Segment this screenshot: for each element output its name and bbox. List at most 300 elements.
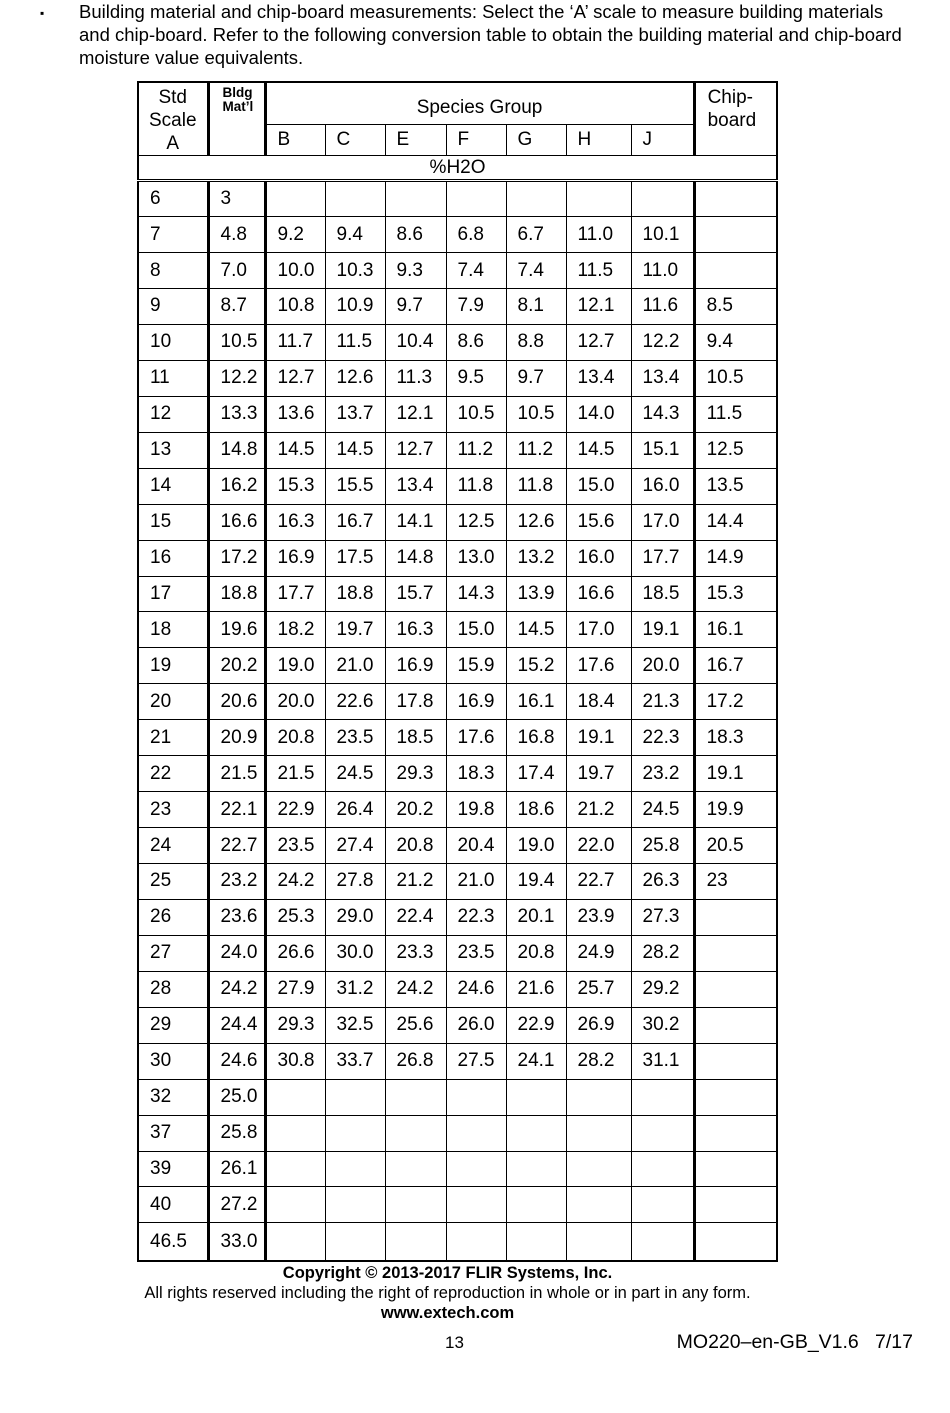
species-value-cell: 8.6	[446, 324, 506, 360]
std-scale-cell: 22	[138, 756, 208, 792]
species-value-cell: 27.8	[325, 864, 385, 900]
species-value-cell: 20.8	[265, 720, 325, 756]
species-value-cell: 27.4	[325, 828, 385, 864]
species-value-cell	[325, 1151, 385, 1187]
species-value-cell: 17.6	[446, 720, 506, 756]
bullet-icon: ▪	[40, 6, 45, 20]
species-value-cell: 16.7	[325, 504, 385, 540]
species-value-cell: 22.3	[446, 899, 506, 935]
bldg-material-header-line2: Mat’l	[222, 99, 254, 114]
species-value-cell: 24.1	[506, 1043, 566, 1079]
species-value-cell: 26.3	[631, 864, 694, 900]
species-value-cell: 18.8	[325, 576, 385, 612]
species-value-cell: 21.2	[385, 864, 446, 900]
chipboard-cell	[694, 181, 777, 217]
bldg-material-cell: 27.2	[208, 1187, 265, 1223]
std-scale-cell: 32	[138, 1079, 208, 1115]
species-value-cell: 14.5	[265, 432, 325, 468]
species-value-cell: 19.1	[566, 720, 631, 756]
species-value-cell: 21.2	[566, 792, 631, 828]
std-scale-cell: 27	[138, 935, 208, 971]
bldg-material-cell: 24.0	[208, 935, 265, 971]
species-value-cell: 21.6	[506, 971, 566, 1007]
bldg-material-cell: 26.1	[208, 1151, 265, 1187]
species-value-cell: 18.5	[385, 720, 446, 756]
species-value-cell: 12.5	[446, 504, 506, 540]
table-row	[138, 181, 777, 217]
species-value-cell	[631, 1151, 694, 1187]
species-value-cell: 9.2	[265, 217, 325, 253]
species-value-cell: 9.5	[446, 360, 506, 396]
bldg-material-cell: 24.2	[208, 971, 265, 1007]
species-value-cell: 8.1	[506, 289, 566, 325]
species-value-cell: 11.3	[385, 360, 446, 396]
table-row	[138, 396, 777, 432]
species-value-cell	[446, 1079, 506, 1115]
species-value-cell: 13.2	[506, 540, 566, 576]
species-value-cell	[506, 1079, 566, 1115]
table-row	[138, 1043, 777, 1079]
species-value-cell: 17.5	[325, 540, 385, 576]
table-row	[138, 1223, 777, 1261]
std-scale-cell: 26	[138, 899, 208, 935]
unit-row	[138, 156, 777, 181]
species-value-cell: 19.4	[506, 864, 566, 900]
std-scale-cell: 11	[138, 360, 208, 396]
species-value-cell: 14.3	[446, 576, 506, 612]
species-value-cell	[446, 181, 506, 217]
species-value-cell: 10.1	[631, 217, 694, 253]
species-value-cell: 8.6	[385, 217, 446, 253]
species-value-cell: 23.9	[566, 899, 631, 935]
species-value-cell	[506, 1151, 566, 1187]
bldg-material-cell: 24.6	[208, 1043, 265, 1079]
species-value-cell: 26.0	[446, 1007, 506, 1043]
table-row	[138, 360, 777, 396]
species-value-cell: 30.2	[631, 1007, 694, 1043]
species-value-cell	[566, 1079, 631, 1115]
chipboard-header	[694, 82, 777, 156]
bldg-material-header	[208, 82, 265, 156]
species-value-cell: 22.9	[506, 1007, 566, 1043]
species-value-cell: 25.6	[385, 1007, 446, 1043]
chipboard-cell	[694, 935, 777, 971]
species-value-cell: 21.3	[631, 684, 694, 720]
species-value-cell: 12.7	[385, 432, 446, 468]
chipboard-cell: 12.5	[694, 432, 777, 468]
species-value-cell: 28.2	[566, 1043, 631, 1079]
species-value-cell: 11.2	[506, 432, 566, 468]
species-value-cell: 13.4	[631, 360, 694, 396]
species-value-cell	[385, 1223, 446, 1261]
std-scale-header-line3: A	[166, 133, 180, 154]
table-row	[138, 612, 777, 648]
species-value-cell: 9.3	[385, 253, 446, 289]
std-scale-cell: 24	[138, 828, 208, 864]
table-row	[138, 828, 777, 864]
species-value-cell	[385, 1115, 446, 1151]
std-scale-cell: 25	[138, 864, 208, 900]
table-row	[138, 1079, 777, 1115]
chipboard-header-line1: Chip-	[707, 87, 753, 108]
table-row	[138, 648, 777, 684]
species-value-cell: 16.9	[446, 684, 506, 720]
chipboard-cell: 16.7	[694, 648, 777, 684]
species-value-cell: 12.2	[631, 324, 694, 360]
std-scale-cell: 40	[138, 1187, 208, 1223]
species-value-cell: 20.0	[631, 648, 694, 684]
species-value-cell: 14.0	[566, 396, 631, 432]
species-value-cell	[566, 1115, 631, 1151]
species-value-cell	[631, 1115, 694, 1151]
species-value-cell	[566, 181, 631, 217]
species-value-cell: 19.8	[446, 792, 506, 828]
chipboard-cell	[694, 1151, 777, 1187]
bldg-material-cell: 8.7	[208, 289, 265, 325]
species-value-cell: 13.0	[446, 540, 506, 576]
species-value-cell	[506, 1187, 566, 1223]
species-value-cell: 17.6	[566, 648, 631, 684]
species-value-cell	[631, 1079, 694, 1115]
species-value-cell: 15.7	[385, 576, 446, 612]
bldg-material-cell: 13.3	[208, 396, 265, 432]
bldg-material-cell: 3	[208, 181, 265, 217]
species-value-cell: 10.5	[446, 396, 506, 432]
std-scale-cell: 21	[138, 720, 208, 756]
species-value-cell: 15.1	[631, 432, 694, 468]
species-value-cell: 23.5	[265, 828, 325, 864]
species-value-cell: 26.9	[566, 1007, 631, 1043]
table-row	[138, 1007, 777, 1043]
species-value-cell	[325, 1079, 385, 1115]
bldg-material-header-line1: Bldg	[222, 85, 253, 100]
species-value-cell: 11.8	[506, 468, 566, 504]
species-value-cell: 14.5	[506, 612, 566, 648]
species-value-cell: 19.0	[506, 828, 566, 864]
table-row	[138, 971, 777, 1007]
species-value-cell: 12.6	[506, 504, 566, 540]
species-value-cell	[385, 1187, 446, 1223]
species-value-cell: 11.5	[325, 324, 385, 360]
species-value-cell: 14.3	[631, 396, 694, 432]
bldg-material-cell: 17.2	[208, 540, 265, 576]
species-value-cell	[566, 1151, 631, 1187]
species-value-cell: 13.9	[506, 576, 566, 612]
species-value-cell	[265, 181, 325, 217]
chipboard-cell: 19.1	[694, 756, 777, 792]
species-value-cell: 6.7	[506, 217, 566, 253]
species-value-cell: 15.0	[566, 468, 631, 504]
table-row	[138, 720, 777, 756]
species-value-cell: 11.8	[446, 468, 506, 504]
species-value-cell: 10.3	[325, 253, 385, 289]
species-value-cell: 24.2	[265, 864, 325, 900]
table-row	[138, 504, 777, 540]
species-value-cell: 26.8	[385, 1043, 446, 1079]
std-scale-cell: 19	[138, 648, 208, 684]
table-row	[138, 899, 777, 935]
bldg-material-cell: 14.8	[208, 432, 265, 468]
species-group-label: E	[385, 125, 446, 156]
chipboard-cell: 14.4	[694, 504, 777, 540]
species-value-cell	[325, 1187, 385, 1223]
website-link[interactable]: www.extech.com	[380, 1304, 515, 1322]
species-value-cell: 31.2	[325, 971, 385, 1007]
std-scale-cell: 20	[138, 684, 208, 720]
chipboard-cell: 10.5	[694, 360, 777, 396]
species-value-cell: 17.8	[385, 684, 446, 720]
species-value-cell: 15.2	[506, 648, 566, 684]
species-value-cell: 16.0	[631, 468, 694, 504]
species-value-cell: 21.0	[446, 864, 506, 900]
species-value-cell: 15.5	[325, 468, 385, 504]
species-value-cell: 31.1	[631, 1043, 694, 1079]
species-value-cell: 8.8	[506, 324, 566, 360]
species-value-cell: 10.0	[265, 253, 325, 289]
species-value-cell	[446, 1187, 506, 1223]
table-row	[138, 289, 777, 325]
std-scale-cell: 46.5	[138, 1223, 208, 1261]
std-scale-header-line2: Scale	[148, 110, 197, 131]
chipboard-cell: 9.4	[694, 324, 777, 360]
std-scale-cell: 30	[138, 1043, 208, 1079]
table-row	[138, 684, 777, 720]
table-row	[138, 1187, 777, 1223]
species-value-cell: 16.9	[265, 540, 325, 576]
species-value-cell: 17.7	[265, 576, 325, 612]
species-value-cell: 24.5	[631, 792, 694, 828]
species-value-cell: 26.6	[265, 935, 325, 971]
species-value-cell: 19.7	[325, 612, 385, 648]
species-value-cell: 23.5	[325, 720, 385, 756]
species-value-cell: 19.7	[566, 756, 631, 792]
table-row	[138, 576, 777, 612]
species-value-cell: 20.8	[506, 935, 566, 971]
std-scale-cell: 17	[138, 576, 208, 612]
bldg-material-cell: 22.7	[208, 828, 265, 864]
table-row	[138, 792, 777, 828]
intro-paragraph: Building material and chip-board measurements: Select the ‘A’ scale to measure building materials and chip-board. Refer to the following conversion table to obtain the building material and chip-board moisture value equivalents.	[79, 1, 902, 68]
bldg-material-cell: 22.1	[208, 792, 265, 828]
std-scale-cell: 28	[138, 971, 208, 1007]
chipboard-cell	[694, 253, 777, 289]
table-row	[138, 540, 777, 576]
std-scale-cell: 13	[138, 432, 208, 468]
std-scale-cell: 15	[138, 504, 208, 540]
table-row	[138, 756, 777, 792]
rights-notice: All rights reserved including the right of reproduction in whole or in part in any form.	[144, 1284, 751, 1302]
species-value-cell: 12.1	[385, 396, 446, 432]
species-value-cell	[265, 1079, 325, 1115]
bldg-material-cell: 20.6	[208, 684, 265, 720]
species-value-cell: 11.2	[446, 432, 506, 468]
species-value-cell: 29.2	[631, 971, 694, 1007]
species-value-cell	[446, 1151, 506, 1187]
species-value-cell: 14.8	[385, 540, 446, 576]
std-scale-cell: 29	[138, 1007, 208, 1043]
std-scale-cell: 18	[138, 612, 208, 648]
species-value-cell: 12.6	[325, 360, 385, 396]
bldg-material-cell: 19.6	[208, 612, 265, 648]
species-value-cell: 20.8	[385, 828, 446, 864]
species-value-cell: 20.0	[265, 684, 325, 720]
chipboard-cell: 14.9	[694, 540, 777, 576]
species-value-cell: 16.6	[566, 576, 631, 612]
species-value-cell	[265, 1151, 325, 1187]
species-value-cell: 22.0	[566, 828, 631, 864]
species-value-cell	[385, 1079, 446, 1115]
species-value-cell	[566, 1187, 631, 1223]
species-value-cell: 10.5	[506, 396, 566, 432]
species-value-cell	[446, 1115, 506, 1151]
species-value-cell: 15.3	[265, 468, 325, 504]
species-value-cell: 22.6	[325, 684, 385, 720]
chipboard-cell	[694, 1187, 777, 1223]
species-value-cell: 11.7	[265, 324, 325, 360]
species-value-cell: 10.9	[325, 289, 385, 325]
species-value-cell: 19.1	[631, 612, 694, 648]
species-value-cell: 22.4	[385, 899, 446, 935]
chipboard-cell: 20.5	[694, 828, 777, 864]
bldg-material-cell: 25.8	[208, 1115, 265, 1151]
species-value-cell: 14.5	[566, 432, 631, 468]
species-value-cell: 20.2	[385, 792, 446, 828]
species-value-cell: 13.7	[325, 396, 385, 432]
chipboard-cell	[694, 1043, 777, 1079]
std-scale-cell: 6	[138, 181, 208, 217]
species-value-cell: 30.8	[265, 1043, 325, 1079]
species-value-cell: 24.6	[446, 971, 506, 1007]
bldg-material-cell: 20.2	[208, 648, 265, 684]
table-row	[138, 432, 777, 468]
species-value-cell: 12.1	[566, 289, 631, 325]
species-value-cell: 17.4	[506, 756, 566, 792]
chipboard-cell	[694, 1115, 777, 1151]
species-value-cell: 20.1	[506, 899, 566, 935]
species-value-cell	[631, 1223, 694, 1261]
page-number: 13	[445, 1333, 464, 1352]
species-value-cell: 21.5	[265, 756, 325, 792]
bldg-material-cell: 21.5	[208, 756, 265, 792]
bldg-material-cell: 25.0	[208, 1079, 265, 1115]
species-value-cell	[506, 1223, 566, 1261]
species-value-cell	[265, 1187, 325, 1223]
species-value-cell: 9.7	[385, 289, 446, 325]
bldg-material-cell: 20.9	[208, 720, 265, 756]
std-scale-header-line1: Std	[158, 87, 188, 108]
moisture-conversion-table	[137, 81, 778, 1262]
species-value-cell: 24.2	[385, 971, 446, 1007]
species-value-cell: 17.0	[566, 612, 631, 648]
species-value-cell: 15.0	[446, 612, 506, 648]
table-row	[138, 253, 777, 289]
species-value-cell	[325, 1223, 385, 1261]
species-value-cell: 7.4	[446, 253, 506, 289]
species-value-cell: 25.3	[265, 899, 325, 935]
bldg-material-cell: 10.5	[208, 324, 265, 360]
species-value-cell: 12.7	[566, 324, 631, 360]
species-value-cell: 18.6	[506, 792, 566, 828]
species-value-cell: 27.5	[446, 1043, 506, 1079]
bldg-material-cell: 16.2	[208, 468, 265, 504]
chipboard-cell: 18.3	[694, 720, 777, 756]
bldg-material-cell: 16.6	[208, 504, 265, 540]
species-group-label: F	[446, 125, 506, 156]
species-value-cell: 28.2	[631, 935, 694, 971]
species-value-cell: 19.0	[265, 648, 325, 684]
species-value-cell	[385, 1151, 446, 1187]
bldg-material-cell: 23.2	[208, 864, 265, 900]
chipboard-cell: 11.5	[694, 396, 777, 432]
species-value-cell: 29.3	[385, 756, 446, 792]
species-value-cell: 25.8	[631, 828, 694, 864]
std-scale-cell: 37	[138, 1115, 208, 1151]
species-value-cell	[506, 1115, 566, 1151]
species-value-cell: 27.9	[265, 971, 325, 1007]
std-scale-cell: 39	[138, 1151, 208, 1187]
species-group-label: B	[265, 125, 325, 156]
species-value-cell: 33.7	[325, 1043, 385, 1079]
species-value-cell: 17.0	[631, 504, 694, 540]
chipboard-cell	[694, 1079, 777, 1115]
species-value-cell: 10.4	[385, 324, 446, 360]
std-scale-cell: 9	[138, 289, 208, 325]
std-scale-cell: 10	[138, 324, 208, 360]
species-value-cell	[265, 1223, 325, 1261]
std-scale-cell: 12	[138, 396, 208, 432]
species-value-cell: 11.5	[566, 253, 631, 289]
species-value-cell: 10.8	[265, 289, 325, 325]
species-value-cell: 16.0	[566, 540, 631, 576]
std-scale-cell: 23	[138, 792, 208, 828]
table-row	[138, 217, 777, 253]
species-value-cell: 14.5	[325, 432, 385, 468]
bldg-material-cell: 33.0	[208, 1223, 265, 1261]
species-value-cell	[566, 1223, 631, 1261]
chipboard-cell	[694, 971, 777, 1007]
species-value-cell: 11.0	[631, 253, 694, 289]
species-value-cell: 29.3	[265, 1007, 325, 1043]
bldg-material-cell: 18.8	[208, 576, 265, 612]
species-value-cell	[325, 1115, 385, 1151]
species-value-cell	[631, 181, 694, 217]
species-value-cell: 11.0	[566, 217, 631, 253]
chipboard-cell: 17.2	[694, 684, 777, 720]
copyright-notice: Copyright © 2013-2017 FLIR Systems, Inc.	[282, 1264, 613, 1282]
species-group-label: G	[506, 125, 566, 156]
chipboard-cell: 19.9	[694, 792, 777, 828]
species-value-cell: 23.3	[385, 935, 446, 971]
species-value-cell: 9.7	[506, 360, 566, 396]
chipboard-header-line2: board	[707, 110, 757, 131]
chipboard-cell: 15.3	[694, 576, 777, 612]
species-value-cell	[506, 181, 566, 217]
species-group-label: H	[566, 125, 631, 156]
bldg-material-cell: 7.0	[208, 253, 265, 289]
species-value-cell: 16.3	[385, 612, 446, 648]
species-value-cell: 9.4	[325, 217, 385, 253]
bldg-material-cell: 23.6	[208, 899, 265, 935]
species-value-cell: 7.9	[446, 289, 506, 325]
species-value-cell: 20.4	[446, 828, 506, 864]
std-scale-cell: 8	[138, 253, 208, 289]
chipboard-cell: 23	[694, 864, 777, 900]
table-row	[138, 935, 777, 971]
bldg-material-cell: 12.2	[208, 360, 265, 396]
species-value-cell: 24.9	[566, 935, 631, 971]
unit-label: %H2O	[138, 156, 777, 181]
species-value-cell: 23.5	[446, 935, 506, 971]
